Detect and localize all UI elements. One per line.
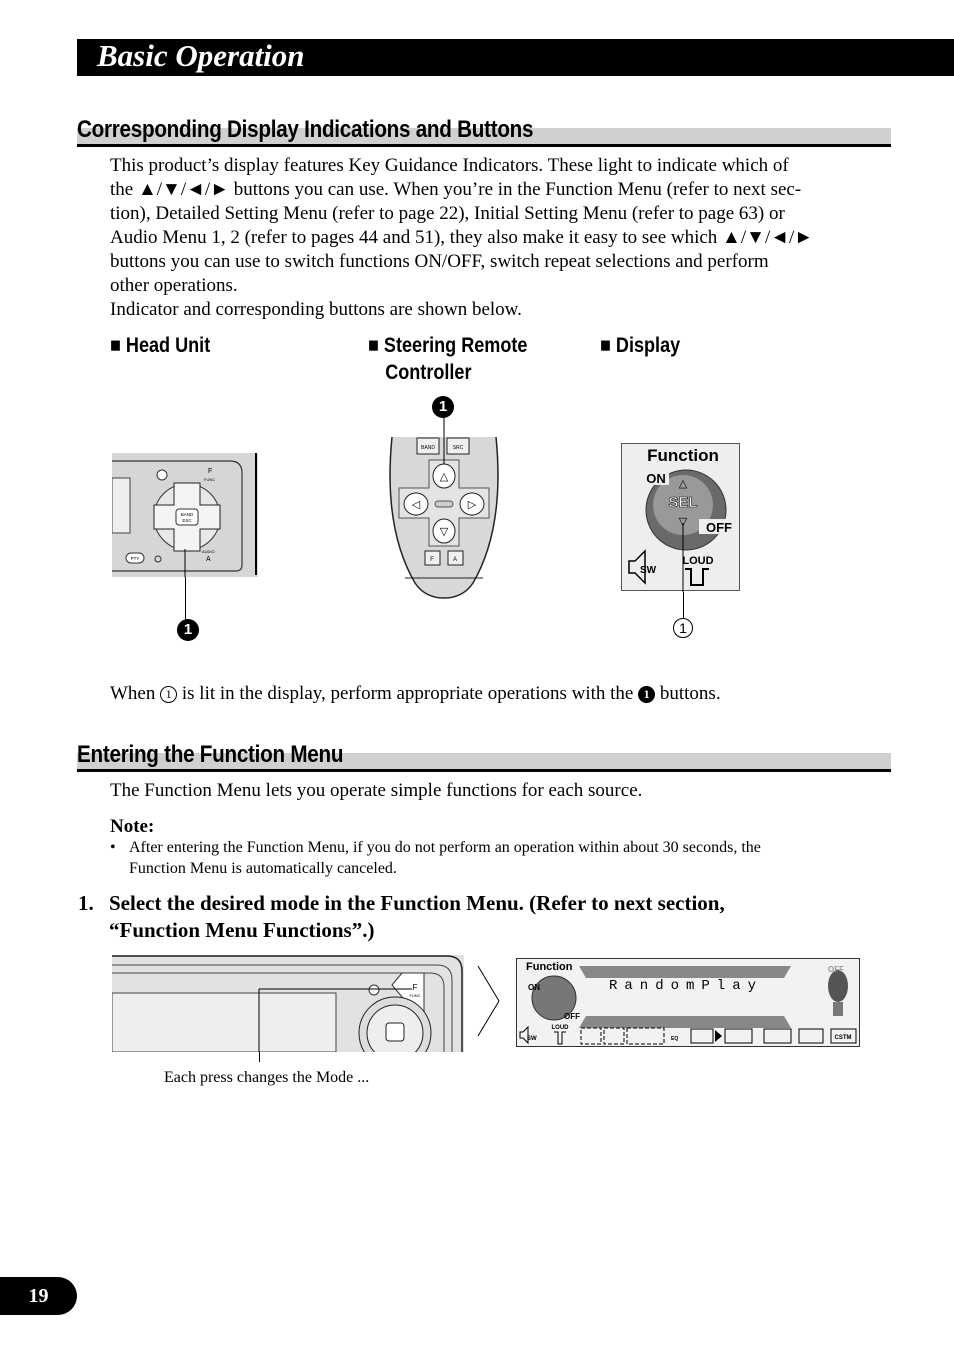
display-on-label: ON <box>646 471 666 486</box>
button-callout-head-unit <box>177 619 199 641</box>
off-label-2: OFF <box>828 965 844 974</box>
display-sw-label: SW <box>640 565 657 576</box>
para-line: tion), Detailed Setting Menu (refer to page 22), Initial Setting Menu (refer to page 63) or <box>110 203 785 224</box>
step-line: “Function Menu Functions”.) <box>109 918 375 942</box>
callout-line <box>259 1052 260 1062</box>
display-function-label: Function <box>647 446 719 465</box>
loud-label: LOUD <box>551 1025 569 1031</box>
display-loud-label: LOUD <box>682 555 714 567</box>
svg-text:▽: ▽ <box>439 526 449 538</box>
svg-text:F: F <box>208 468 213 475</box>
header-bar <box>77 39 954 76</box>
para-line: other operations. <box>110 275 238 296</box>
para-line: buttons you can use to switch functions ON/OFF, switch repeat selections and perform <box>110 251 769 272</box>
intro-paragraph <box>110 154 870 322</box>
text: buttons. <box>659 683 721 704</box>
off-label: OFF <box>564 1012 580 1021</box>
note-line: Function Menu is automatically canceled. <box>129 860 397 877</box>
sw-label: SW <box>527 1036 537 1042</box>
subhead-display: ■ Display <box>600 334 681 357</box>
callout-line <box>185 577 186 620</box>
subhead-line: ■ Steering Remote <box>368 334 528 357</box>
svg-text:△: △ <box>439 471 449 483</box>
subhead-head-unit: ■ Head Unit <box>110 334 211 357</box>
display-sel-label: SEL <box>668 494 698 511</box>
button-callout-remote <box>432 396 454 418</box>
text: is lit in the display, perform appropriate operations with the <box>181 683 634 704</box>
callout-line <box>683 592 684 618</box>
svg-text:AUDIO: AUDIO <box>202 549 215 554</box>
function-label: Function <box>526 961 573 973</box>
function-menu-paragraph: The Function Menu lets you operate simple functions for each source. <box>110 780 643 801</box>
page-number: 19 <box>0 1277 77 1315</box>
para-line: Indicator and corresponding buttons are shown below. <box>110 299 522 320</box>
header-title: Basic Operation <box>97 38 305 73</box>
head-unit-function-button-illustration <box>112 955 464 1052</box>
heading-text: Entering the Function Menu <box>77 741 344 768</box>
svg-text:SRC: SRC <box>452 445 464 451</box>
mode-caption: Each press changes the Mode ... <box>164 1069 370 1086</box>
section-heading-function-menu <box>77 736 891 772</box>
function-display-illustration <box>516 958 860 1047</box>
indicator-callout-display <box>673 618 693 638</box>
para-line: This product’s display features Key Guidance Indicators. These light to indicate which of <box>110 155 789 176</box>
callout-number: 1 <box>673 618 693 638</box>
display-illustration <box>621 443 741 592</box>
step-1 <box>78 890 725 944</box>
step-number: 1. <box>78 891 94 915</box>
svg-text:PTY: PTY <box>130 556 140 561</box>
svg-text:BAND: BAND <box>421 445 435 451</box>
svg-text:FUNC: FUNC <box>204 477 216 482</box>
note-line: After entering the Function Menu, if you do not perform an operation within about 30 seconds, the <box>129 839 761 856</box>
on-label: ON <box>528 983 540 992</box>
arrow-right-icon <box>477 965 501 1037</box>
step-line: Select the desired mode in the Function Menu. (Refer to next section, <box>109 891 725 915</box>
indicator-symbol: 1 <box>160 686 177 703</box>
svg-text:△: △ <box>678 478 688 490</box>
cstm-label: CSTM <box>834 1035 852 1041</box>
svg-text:ESC: ESC <box>182 518 192 523</box>
callout-number: 1 <box>432 396 454 418</box>
callout-number: 1 <box>177 619 199 641</box>
subhead-line: Controller <box>385 361 472 384</box>
func-button-label: FUNC <box>409 993 421 998</box>
heading-text: Corresponding Display Indications and Buttons <box>77 116 534 143</box>
svg-text:BAND: BAND <box>180 512 194 517</box>
svg-text:A: A <box>452 557 458 563</box>
svg-text:F: F <box>430 557 434 563</box>
section-heading-display-indications <box>77 111 891 147</box>
eq-label: EQ <box>671 1036 679 1042</box>
display-off-label: OFF <box>706 520 732 535</box>
head-unit-illustration <box>112 453 258 577</box>
button-symbol: 1 <box>638 686 655 703</box>
para-line: Audio Menu 1, 2 (refer to pages 44 and 51), they also make it easy to see which ▲/▼/◄/► <box>110 227 814 248</box>
para-line: the ▲/▼/◄/► buttons you can use. When you’re in the Function Menu (refer to next sec- <box>110 179 802 200</box>
note-label: Note: <box>110 816 155 837</box>
note-bullet: • After entering the Function Menu, if you do not perform an operation within about 30 seconds, the Function Menu is automatically canceled. <box>110 839 761 877</box>
svg-text:▽: ▽ <box>678 516 688 528</box>
func-button-f: F <box>412 983 418 992</box>
subhead-steering-remote <box>368 332 527 386</box>
svg-text:▷: ▷ <box>467 499 477 511</box>
svg-text:◁: ◁ <box>411 499 421 511</box>
mode-text: RandomPlay <box>608 978 764 994</box>
when-lit-text <box>110 682 870 706</box>
svg-text:A: A <box>206 556 211 563</box>
text: When <box>110 683 156 704</box>
steering-remote-illustration <box>385 418 503 600</box>
